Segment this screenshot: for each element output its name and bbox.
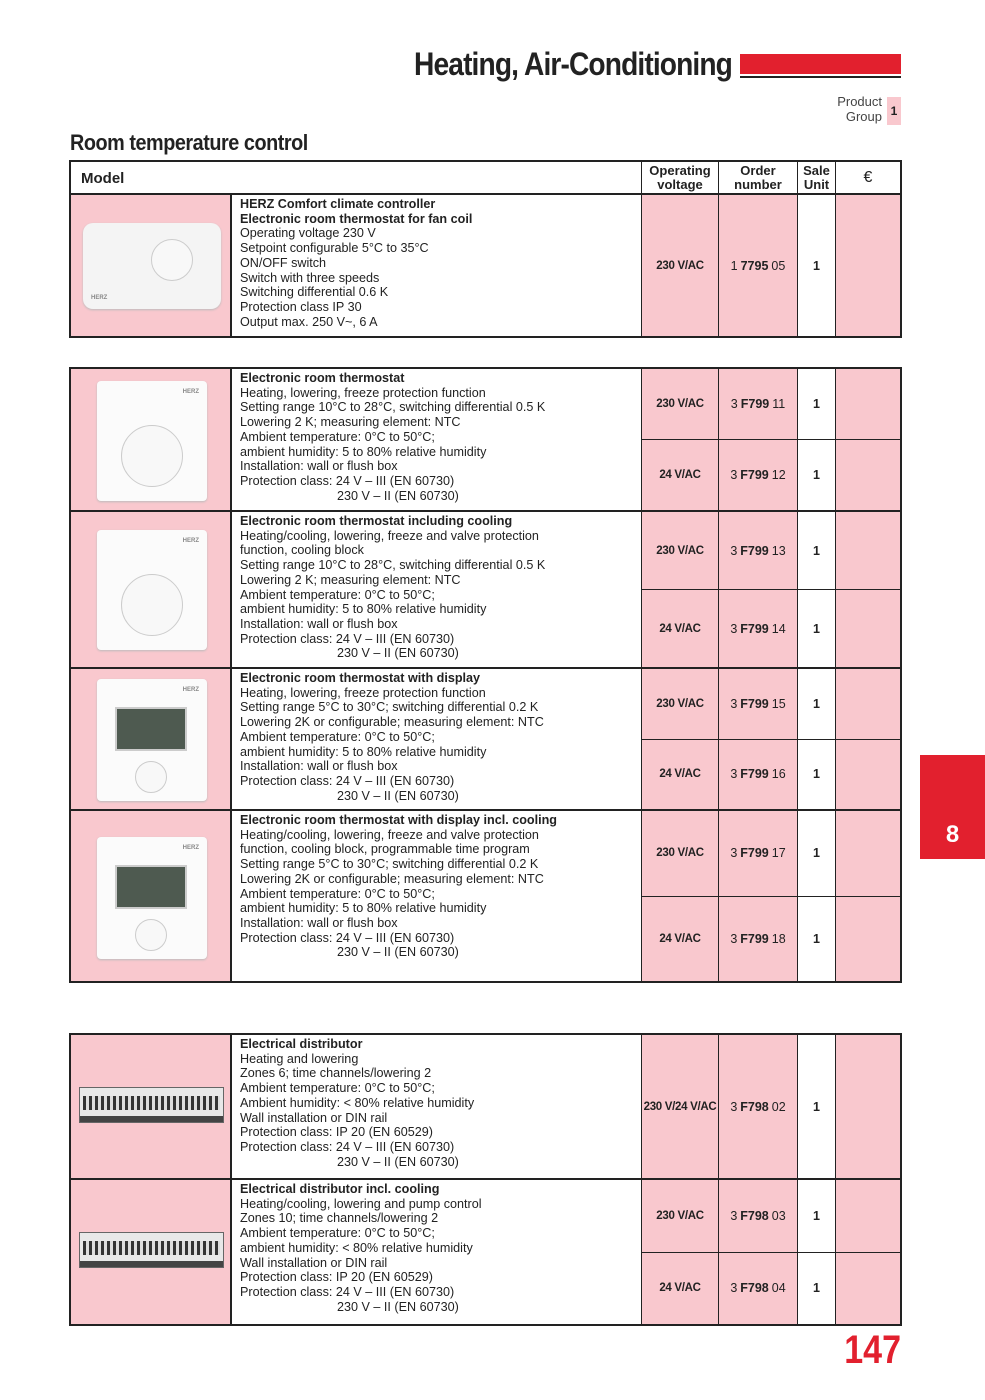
description-line: Ambient temperature: 0°C to 50°C; [240,1226,435,1241]
description-line: Heating and lowering [240,1051,359,1066]
description-line: 230 V – II (EN 60730) [337,1299,459,1314]
col-order-number: Order number [719,162,798,193]
variant-row [642,369,900,440]
sale-unit: 1 [798,897,836,982]
order-number: 3 F799 12 [719,440,798,510]
description-line: Lowering 2K or configurable; measuring element: NTC [240,715,544,730]
sale-unit: 1 [798,590,836,667]
product-image: HERZ [71,811,232,981]
product-group-badge: 1 [887,97,901,125]
description-line: Protection class: 24 V – III (EN 60730) [240,631,455,646]
description-line: Lowering 2K or configurable; measuring element: NTC [240,871,544,886]
product-description [232,669,642,809]
variant-row [642,1180,900,1253]
order-number: 1 7795 05 [719,195,798,336]
table-row [71,669,900,811]
col-price: € [863,168,873,186]
operating-voltage: 230 V/24 V/AC [642,1035,719,1178]
price-cell [836,440,900,510]
description-line: Ambient temperature: 0°C to 50°C; [240,886,435,901]
description-line: Protection class: IP 20 (EN 60529) [240,1125,433,1140]
product-title: Electronic room thermostat for fan coil [240,211,473,226]
product-image: HERZ [71,512,232,667]
price-cell [836,590,900,667]
operating-voltage: 24 V/AC [642,590,719,667]
sale-unit: 1 [798,369,836,439]
product-image: HERZ [71,669,232,809]
sale-unit: 1 [798,440,836,510]
order-number: 3 F799 14 [719,590,798,667]
description-line: ambient humidity: 5 to 80% relative humidity [240,444,487,459]
price-cell [836,1180,900,1252]
operating-voltage: 230 V/AC [642,669,719,739]
col-sale-unit: Sale Unit [798,162,836,193]
description-line: ambient humidity: 5 to 80% relative humidity [240,744,487,759]
description-line: Zones 10; time channels/lowering 2 [240,1211,439,1226]
table-row [71,1035,900,1180]
sale-unit: 1 [798,1180,836,1252]
description-line: Ambient temperature: 0°C to 50°C; [240,429,435,444]
description-line: Installation: wall or flush box [240,616,398,631]
description-line: Installation: wall or flush box [240,915,398,930]
description-line: Heating/cooling, lowering, freeze and valve protection [240,827,539,842]
description-line: 230 V – II (EN 60730) [337,788,459,803]
description-line: function, cooling block [240,543,364,558]
sale-unit: 1 [798,512,836,589]
sale-unit: 1 [798,669,836,739]
operating-voltage: 230 V/AC [642,1180,719,1252]
description-line: Ambient temperature: 0°C to 50°C; [240,587,435,602]
sale-unit: 1 [798,811,836,896]
col-model: Model [71,162,642,193]
price-cell [836,512,900,589]
description-line: 230 V – II (EN 60730) [337,646,459,661]
description-line: Output max. 250 V~, 6 A [240,314,378,329]
product-title: Electronic room thermostat with display incl. cooling [240,813,557,827]
description-line: Ambient temperature: 0°C to 50°C; [240,729,435,744]
table-row [71,1180,900,1324]
operating-voltage: 230 V/AC [642,195,719,336]
description-line: Installation: wall or flush box [240,759,398,774]
variant-row [642,512,900,590]
description-line: Setting range 10°C to 28°C, switching differential 0.5 K [240,400,546,415]
description-line: Lowering 2 K; measuring element: NTC [240,572,461,587]
operating-voltage: 230 V/AC [642,369,719,439]
product-title: HERZ Comfort climate controller [240,197,436,211]
description-line: ambient humidity: < 80% relative humidity [240,1240,473,1255]
variant-row [642,195,900,336]
product-title: Electronic room thermostat with display [240,671,481,685]
description-line: ambient humidity: 5 to 80% relative humidity [240,901,487,916]
table-header [71,162,900,195]
sale-unit: 1 [798,1253,836,1325]
description-line: Heating, lowering, freeze protection function [240,685,486,700]
header-accent-bar [740,54,901,74]
description-line: Setting range 5°C to 30°C; switching differential 0.2 K [240,857,539,872]
price-cell [836,195,900,336]
table-row [71,512,900,669]
operating-voltage: 24 V/AC [642,440,719,510]
product-image: HERZ [71,195,232,336]
col-voltage: Operating voltage [642,162,719,193]
operating-voltage: 230 V/AC [642,811,719,896]
table-row [71,811,900,981]
sale-unit: 1 [798,195,836,336]
chapter-tab: 8 [920,755,985,859]
variant-row [642,740,900,810]
description-line: Wall installation or DIN rail [240,1255,388,1270]
order-number: 3 F798 03 [719,1180,798,1252]
description-line: Switch with three speeds [240,270,380,285]
sale-unit: 1 [798,740,836,810]
order-number: 3 F799 18 [719,897,798,982]
price-cell [836,669,900,739]
description-line: Installation: wall or flush box [240,459,398,474]
price-cell [836,811,900,896]
page-title: Heating, Air-Conditioning [414,46,732,82]
product-image [71,1180,232,1324]
variant-row [642,897,900,982]
description-line: Protection class: 24 V – III (EN 60730) [240,473,455,488]
order-number: 3 F798 04 [719,1253,798,1325]
description-line: Setpoint configurable 5°C to 35°C [240,241,429,256]
description-line: Protection class: 24 V – III (EN 60730) [240,1139,455,1154]
description-line: Switching differential 0.6 K [240,285,389,300]
product-description [232,195,642,336]
operating-voltage: 24 V/AC [642,740,719,810]
product-group-label: Product Group [837,94,882,124]
description-line: 230 V – II (EN 60730) [337,1154,459,1169]
variant-row [642,811,900,897]
description-line: Protection class: IP 20 (EN 60529) [240,1270,433,1285]
description-line: ambient humidity: 5 to 80% relative humidity [240,602,487,617]
product-description [232,811,642,981]
description-line: Heating/cooling, lowering, freeze and valve protection [240,528,539,543]
price-cell [836,369,900,439]
order-number: 3 F799 15 [719,669,798,739]
table-row [71,369,900,512]
page-number: 147 [844,1328,901,1372]
order-number: 3 F799 17 [719,811,798,896]
description-line: ON/OFF switch [240,255,327,270]
description-line: Heating/cooling, lowering and pump control [240,1196,482,1211]
product-image [71,1035,232,1178]
header-divider [740,76,901,78]
product-table-2 [69,367,902,983]
product-title: Electrical distributor [240,1037,363,1051]
product-title: Electronic room thermostat including cooling [240,514,513,528]
description-line: Protection class: 24 V – III (EN 60730) [240,773,455,788]
product-title: Electrical distributor incl. cooling [240,1182,440,1196]
description-line: Ambient temperature: 0°C to 50°C; [240,1081,435,1096]
product-table-1 [69,160,902,338]
description-line: Ambient humidity: < 80% relative humidity [240,1095,475,1110]
order-number: 3 F799 11 [719,369,798,439]
order-number: 3 F799 13 [719,512,798,589]
price-cell [836,1035,900,1178]
product-title: Electronic room thermostat [240,371,405,385]
variant-row [642,669,900,740]
sale-unit: 1 [798,1035,836,1178]
description-line: Wall installation or DIN rail [240,1110,388,1125]
table-row [71,195,900,336]
order-number: 3 F798 02 [719,1035,798,1178]
variant-row [642,590,900,667]
description-line: Setting range 5°C to 30°C; switching differential 0.2 K [240,700,539,715]
description-line: Heating, lowering, freeze protection function [240,385,486,400]
description-line: Protection class: 24 V – III (EN 60730) [240,1284,455,1299]
product-description [232,1180,642,1324]
product-description [232,512,642,667]
product-table-3 [69,1033,902,1326]
description-line: Lowering 2 K; measuring element: NTC [240,415,461,430]
operating-voltage: 24 V/AC [642,897,719,982]
variant-row [642,440,900,510]
description-line: function, cooling block, programmable time program [240,842,530,857]
order-number: 3 F799 16 [719,740,798,810]
description-line: 230 V – II (EN 60730) [337,945,459,960]
description-line: Protection class IP 30 [240,299,362,314]
description-line: Setting range 10°C to 28°C, switching differential 0.5 K [240,558,546,573]
price-cell [836,897,900,982]
operating-voltage: 24 V/AC [642,1253,719,1325]
variant-row [642,1253,900,1325]
product-image: HERZ [71,369,232,510]
product-description [232,369,642,510]
price-cell [836,740,900,810]
description-line: Protection class: 24 V – III (EN 60730) [240,930,455,945]
description-line: Zones 6; time channels/lowering 2 [240,1066,432,1081]
section-title: Room temperature control [70,130,308,155]
product-description [232,1035,642,1178]
description-line: 230 V – II (EN 60730) [337,488,459,503]
price-cell [836,1253,900,1325]
operating-voltage: 230 V/AC [642,512,719,589]
description-line: Operating voltage 230 V [240,226,376,241]
variant-row [642,1035,900,1178]
